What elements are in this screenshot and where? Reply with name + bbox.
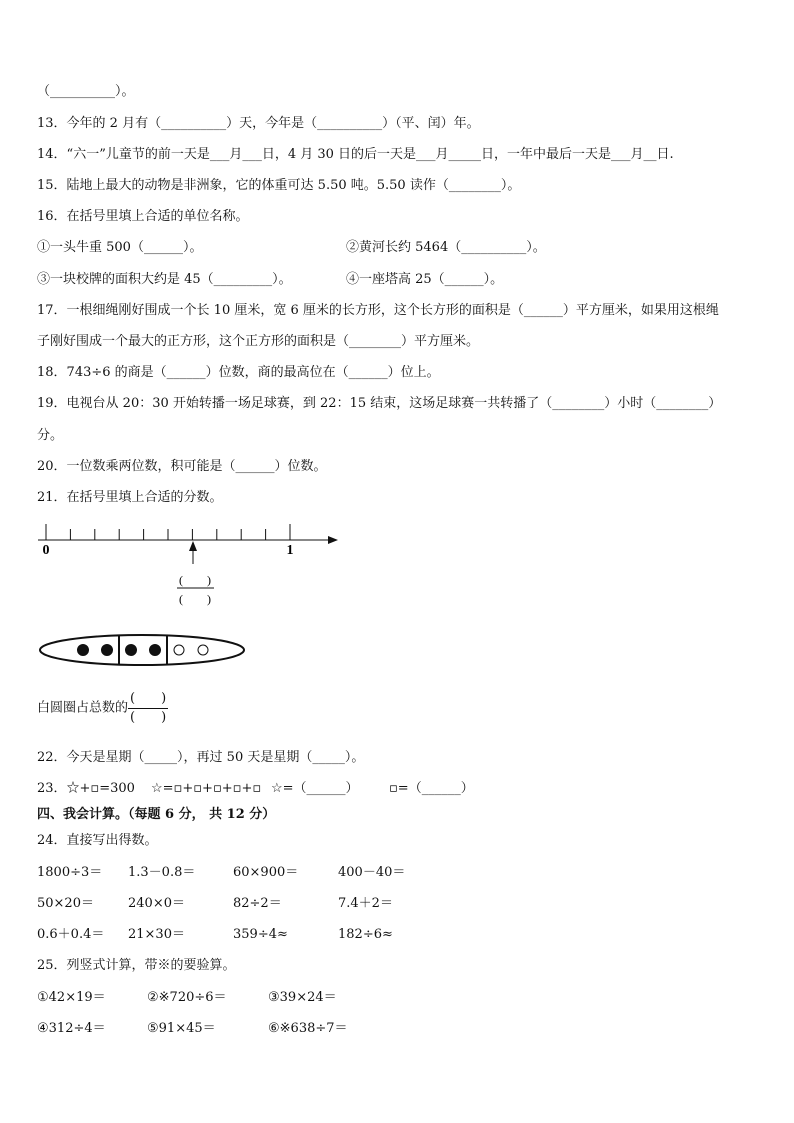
number-line bbox=[38, 524, 338, 544]
question-23-part-4: ▫=（______） bbox=[389, 781, 474, 796]
question-21: 21．在括号里填上合适的分数。 bbox=[37, 490, 223, 505]
black-circle bbox=[126, 645, 137, 656]
circle-group-oval bbox=[40, 635, 244, 665]
question-25: 25．列竖式计算，带※的要验算。 bbox=[37, 958, 236, 973]
question-16-item-3: ③一块校牌的面积大约是 45（_________）。 bbox=[37, 272, 292, 287]
continued-answer-line: （__________）。 bbox=[37, 84, 135, 99]
oral-calc-item: 1800÷3＝ bbox=[37, 865, 103, 880]
question-22: 22．今天是星期（_____），再过 50 天是星期（_____）。 bbox=[37, 750, 365, 765]
oral-calc-item: 182÷6≈ bbox=[338, 927, 393, 942]
question-21-circle-fraction bbox=[37, 690, 168, 727]
question-18: 18．743÷6 的商是（______）位数，商的最高位在（______）位上。 bbox=[37, 365, 440, 380]
question-17-line-2: 子刚好围成一个最大的正方形，这个正方形的面积是（________）平方厘米。 bbox=[37, 334, 480, 349]
white-circle bbox=[198, 645, 208, 655]
black-circle bbox=[102, 645, 113, 656]
vertical-calc-item: ①42×19＝ bbox=[37, 990, 106, 1005]
oral-calc-item: 50×20＝ bbox=[37, 896, 94, 911]
vertical-calc-item: ③39×24＝ bbox=[268, 990, 337, 1005]
black-circle bbox=[78, 645, 89, 656]
vertical-calc-item: ②※720÷6＝ bbox=[147, 990, 227, 1005]
number-line-one-label: 1 bbox=[286, 543, 294, 558]
oral-calc-item: 0.6＋0.4＝ bbox=[37, 927, 105, 942]
oral-calc-item: 400－40＝ bbox=[338, 865, 406, 880]
question-24: 24．直接写出得数。 bbox=[37, 833, 158, 848]
oral-calc-item: 7.4＋2＝ bbox=[338, 896, 393, 911]
circle-fraction-numerator: ( ) bbox=[128, 690, 168, 709]
oral-calc-item: 60×900＝ bbox=[233, 865, 299, 880]
question-23-part-3: ☆=（______） bbox=[271, 781, 359, 796]
oral-calc-item: 240×0＝ bbox=[128, 896, 185, 911]
oral-calc-item: 21×30＝ bbox=[128, 927, 185, 942]
question-16-item-2: ②黄河长约 5464（__________）。 bbox=[346, 240, 546, 255]
white-circle bbox=[174, 645, 184, 655]
question-19-line-2: 分。 bbox=[37, 428, 64, 443]
question-16: 16．在括号里填上合适的单位名称。 bbox=[37, 209, 249, 224]
number-line-zero-label: 0 bbox=[42, 543, 50, 558]
circle-fraction-denominator: ( ) bbox=[130, 710, 167, 725]
number-line-arrow-head bbox=[189, 541, 197, 551]
question-16-item-1: ①一头牛重 500（______）。 bbox=[37, 240, 203, 255]
question-23-part-1: 23．☆+▫=300 bbox=[37, 781, 135, 796]
black-circle bbox=[150, 645, 161, 656]
oral-calc-item: 359÷4≈ bbox=[233, 927, 288, 942]
circle-group bbox=[78, 635, 209, 665]
question-23-part-2: ☆=▫+▫+▫+▫+▫ bbox=[151, 781, 262, 796]
question-13: 13．今年的 2 月有（__________）天，今年是（__________）（平、闰）年。 bbox=[37, 116, 480, 131]
oral-calc-item: 82÷2＝ bbox=[233, 896, 282, 911]
question-15: 15．陆地上最大的动物是非洲象，它的体重可达 5.50 吨。5.50 读作（________）。 bbox=[37, 178, 521, 193]
circle-fraction bbox=[128, 690, 168, 727]
vertical-calc-item: ⑤91×45＝ bbox=[147, 1021, 216, 1036]
number-line-answer-numerator: ( ) bbox=[179, 573, 211, 587]
number-line-answer-denominator: ( ) bbox=[179, 592, 211, 606]
question-14: 14．“六一”儿童节的前一天是___月___日，4 月 30 日的后一天是___月_____日，一年中最后一天是___月__日. bbox=[37, 147, 674, 162]
oral-calc-item: 1.3－0.8＝ bbox=[128, 865, 196, 880]
question-17-line-1: 17．一根细绳刚好围成一个长 10 厘米，宽 6 厘米的长方形，这个长方形的面积是（______）平方厘米，如果用这根绳 bbox=[37, 303, 719, 318]
question-19-line-1: 19．电视台从 20：30 开始转播一场足球赛，到 22：15 结束，这场足球赛一共转播了（________）小时（________） bbox=[37, 396, 722, 411]
number-line-end-arrow bbox=[328, 536, 338, 544]
question-16-item-4: ④一座塔高 25（______）。 bbox=[346, 272, 504, 287]
vertical-calc-item: ④312÷4＝ bbox=[37, 1021, 106, 1036]
circle-fraction-prefix: 白圆圈占总数的 bbox=[37, 700, 129, 716]
question-20: 20．一位数乘两位数，积可能是（______）位数。 bbox=[37, 459, 327, 474]
section-4-heading: 四、我会计算。（每题 6 分， 共 12 分） bbox=[37, 807, 276, 822]
vertical-calc-item: ⑥※638÷7＝ bbox=[268, 1021, 348, 1036]
